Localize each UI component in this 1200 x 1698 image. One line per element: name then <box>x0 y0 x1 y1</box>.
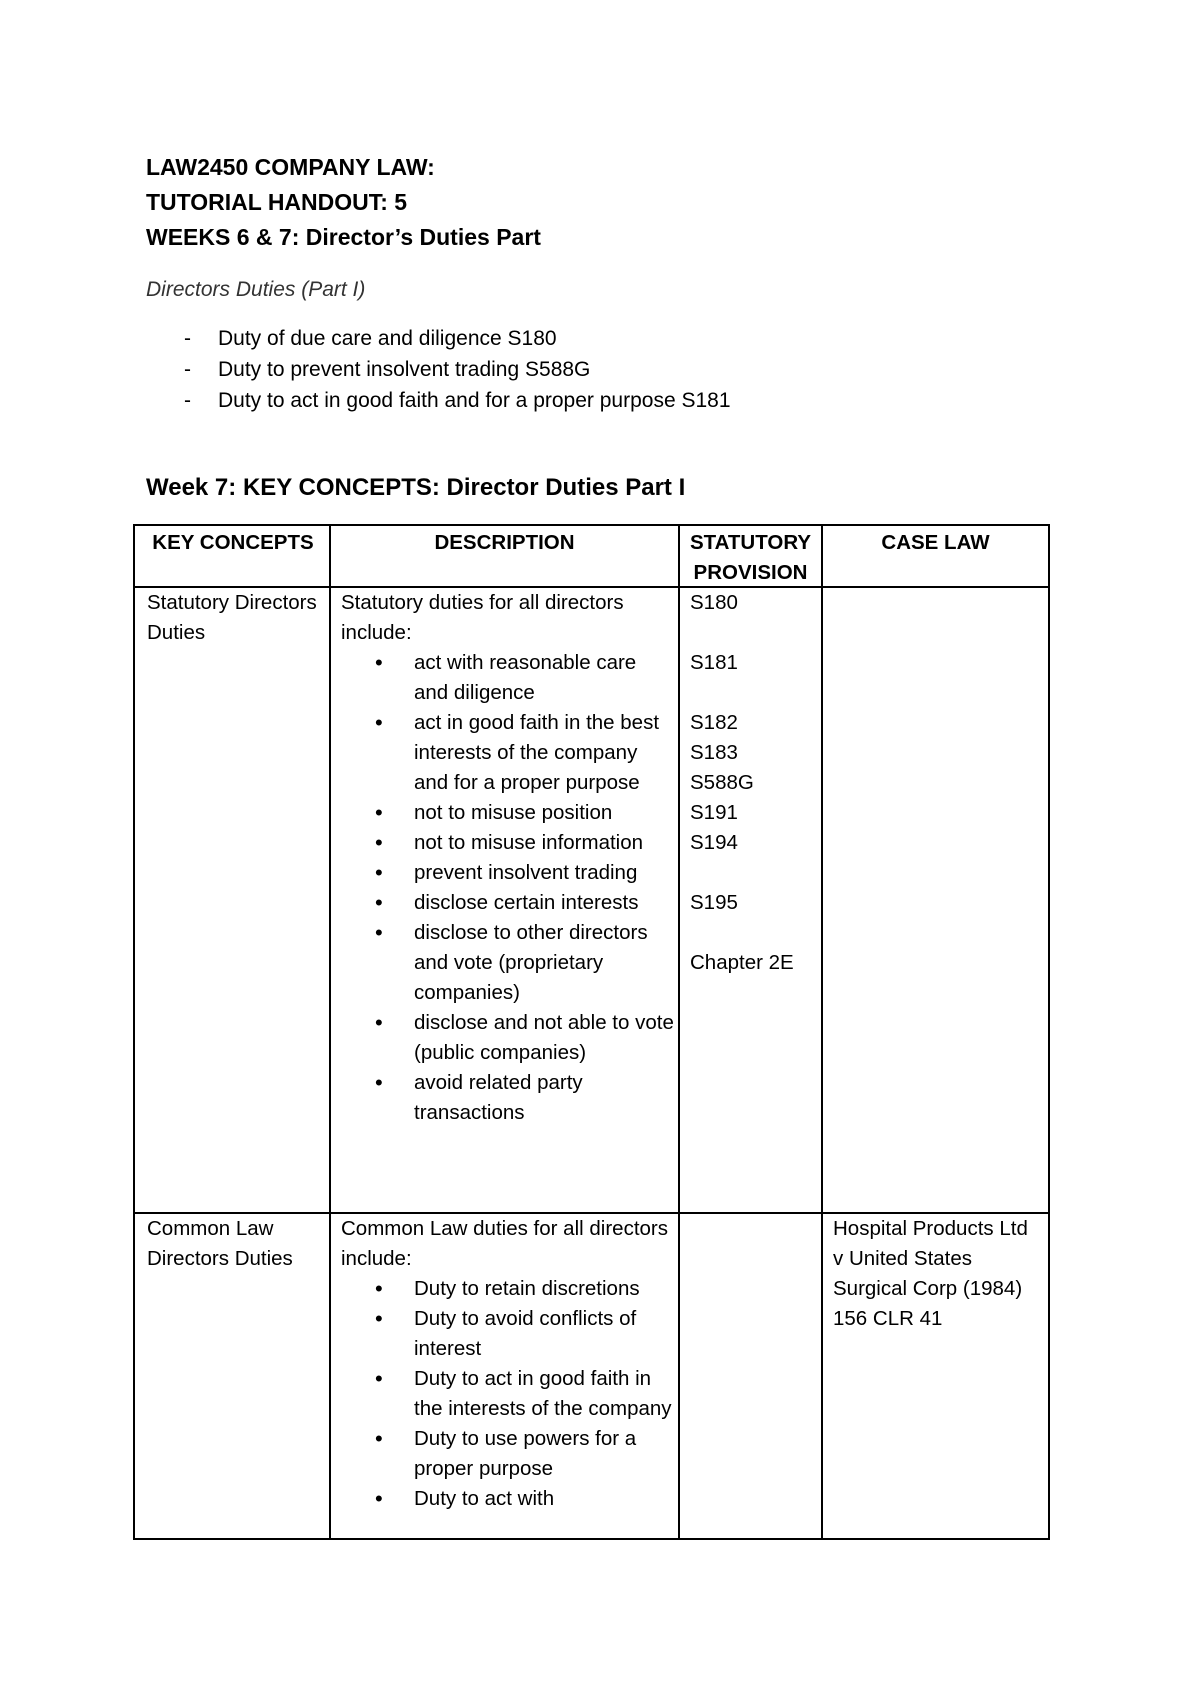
provision: S183 <box>690 741 738 764</box>
description-statutory <box>341 588 674 1128</box>
description-common-law <box>341 1214 674 1514</box>
provision: Chapter 2E <box>690 951 794 974</box>
case-law-common-law: Hospital Products Ltd v United States Surgical Corp (1984) 156 CLR 41 <box>833 1217 1028 1330</box>
header-statutory-provision: STATUTORY PROVISION <box>689 531 812 584</box>
statutory-provisions <box>690 588 818 978</box>
provision: S588G <box>690 771 754 794</box>
concept-statutory: Statutory Directors Duties <box>147 591 317 644</box>
provision: S180 <box>690 591 738 614</box>
provision: S181 <box>690 651 738 674</box>
list-item: • disclose and not able to vote (public companies) <box>341 1008 674 1068</box>
list-item: • Duty to avoid conflicts of interest <box>341 1304 674 1364</box>
list-item: • not to misuse position <box>341 798 674 828</box>
key-concepts-table <box>133 524 1050 1540</box>
provision: S194 <box>690 831 738 854</box>
dash-icon: - <box>184 358 191 381</box>
document-header <box>146 150 541 255</box>
provision: S191 <box>690 801 738 824</box>
dash-icon: - <box>184 327 191 350</box>
description-intro: Common Law duties for all directors include: <box>341 1217 668 1270</box>
list-item: • Duty to act with <box>341 1484 674 1514</box>
provision <box>690 678 818 708</box>
description-intro: Statutory duties for all directors include: <box>341 591 624 644</box>
list-item: • Duty to use powers for a proper purpose <box>341 1424 674 1484</box>
weeks-title: WEEKS 6 & 7: Director’s Duties Part <box>146 224 541 250</box>
dash-icon: - <box>184 389 191 412</box>
list-item: • prevent insolvent trading <box>341 858 674 888</box>
list-item: • act in good faith in the best interests of the company and for a proper purpose <box>341 708 674 798</box>
list-item: - Duty of due care and diligence S180 <box>146 323 731 354</box>
course-title: LAW2450 COMPANY LAW: <box>146 154 435 180</box>
handout-title: TUTORIAL HANDOUT: 5 <box>146 189 408 215</box>
list-item: • disclose to other directors and vote (proprietary companies) <box>341 918 674 1008</box>
common-law-duties-list <box>341 1274 674 1514</box>
concept-common-law: Common Law Directors Duties <box>147 1217 293 1270</box>
list-item: • not to misuse information <box>341 828 674 858</box>
provision <box>690 918 818 948</box>
list-item: - Duty to prevent insolvent trading S588G <box>146 354 731 385</box>
section-subtitle: Directors Duties (Part I) <box>146 278 366 301</box>
week-heading: Week 7: KEY CONCEPTS: Director Duties Part I <box>146 474 686 501</box>
provision: S195 <box>690 891 738 914</box>
column-divider <box>821 526 823 1538</box>
column-divider <box>678 526 680 1538</box>
header-description: DESCRIPTION <box>434 531 575 554</box>
list-item: • act with reasonable care and diligence <box>341 648 674 708</box>
provision <box>690 858 818 888</box>
header-key-concepts: KEY CONCEPTS <box>152 531 314 554</box>
list-item: • Duty to retain discretions <box>341 1274 674 1304</box>
duties-list <box>146 323 731 416</box>
column-divider <box>329 526 331 1538</box>
list-item: • avoid related party transactions <box>341 1068 674 1128</box>
provision <box>690 618 818 648</box>
list-item: • disclose certain interests <box>341 888 674 918</box>
list-item: - Duty to act in good faith and for a proper purpose S181 <box>146 385 731 416</box>
statutory-duties-list <box>341 648 674 1128</box>
list-item: • Duty to act in good faith in the interests of the company <box>341 1364 674 1424</box>
provision: S182 <box>690 711 738 734</box>
header-case-law: CASE LAW <box>881 531 990 554</box>
